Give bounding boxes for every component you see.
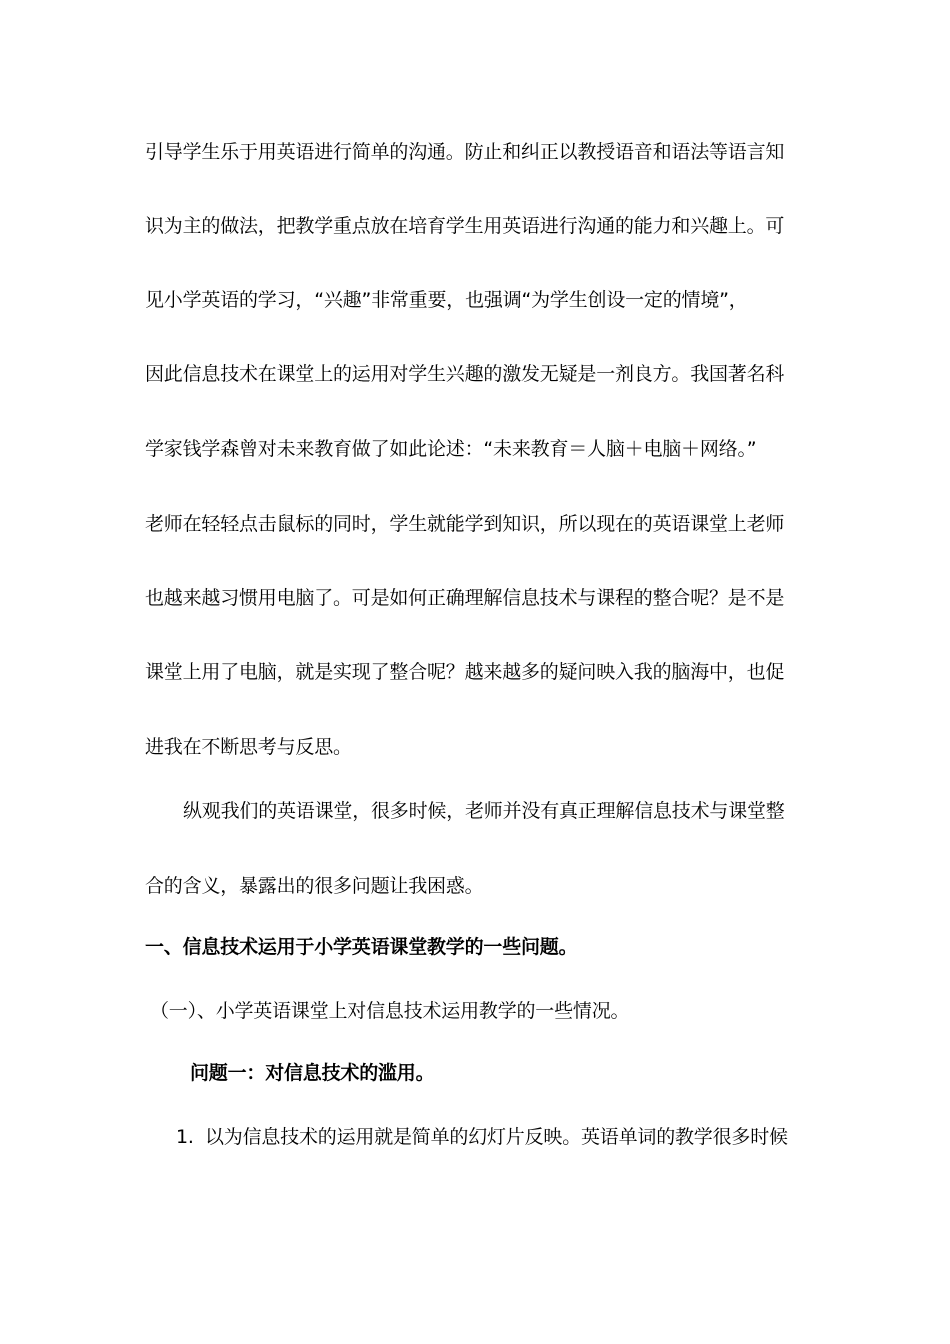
paragraph-line-3: 见小学英语的学习，“兴趣”非常重要，也强调“为学生创设一定的情境”， [145, 289, 748, 311]
paragraph-line-7: 也越来越习惯用电脑了。可是如何正确理解信息技术与课程的整合呢？是不是 [145, 587, 785, 609]
section-heading: 一、信息技术运用于小学英语课堂教学的一些问题。 [145, 936, 578, 958]
list-item-number: 1. [176, 1126, 194, 1148]
paragraph-line-4: 因此信息技术在课堂上的运用对学生兴趣的激发无疑是一剂良方。我国著名科 [145, 363, 785, 385]
paragraph-line-2: 识为主的做法，把教学重点放在培育学生用英语进行沟通的能力和兴趣上。可 [145, 215, 785, 237]
subsection-heading: （一）、小学英语课堂上对信息技术运用教学的一些情况。 [150, 1000, 630, 1022]
paragraph-line-5: 学家钱学森曾对未来教育做了如此论述：“未来教育＝人脑＋电脑＋网络。” [145, 438, 757, 460]
paragraph-line-9: 进我在不断思考与反思。 [145, 736, 352, 758]
paragraph2-line-1: 纵观我们的英语课堂，很多时候，老师并没有真正理解信息技术与课堂整 [183, 800, 785, 822]
paragraph-line-1: 引导学生乐于用英语进行简单的沟通。防止和纠正以教授语音和语法等语言知 [145, 141, 785, 163]
paragraph-line-6: 老师在轻轻点击鼠标的同时，学生就能学到知识，所以现在的英语课堂上老师 [145, 513, 785, 535]
paragraph-line-8: 课堂上用了电脑，就是实现了整合呢？越来越多的疑问映入我的脑海中，也促 [145, 661, 785, 683]
list-item-text: 以为信息技术的运用就是简单的幻灯片反映。英语单词的教学很多时候 [205, 1126, 788, 1148]
issue-title: 问题一：对信息技术的滥用。 [190, 1062, 435, 1084]
paragraph2-line-2: 合的含义，暴露出的很多问题让我困惑。 [145, 875, 484, 897]
